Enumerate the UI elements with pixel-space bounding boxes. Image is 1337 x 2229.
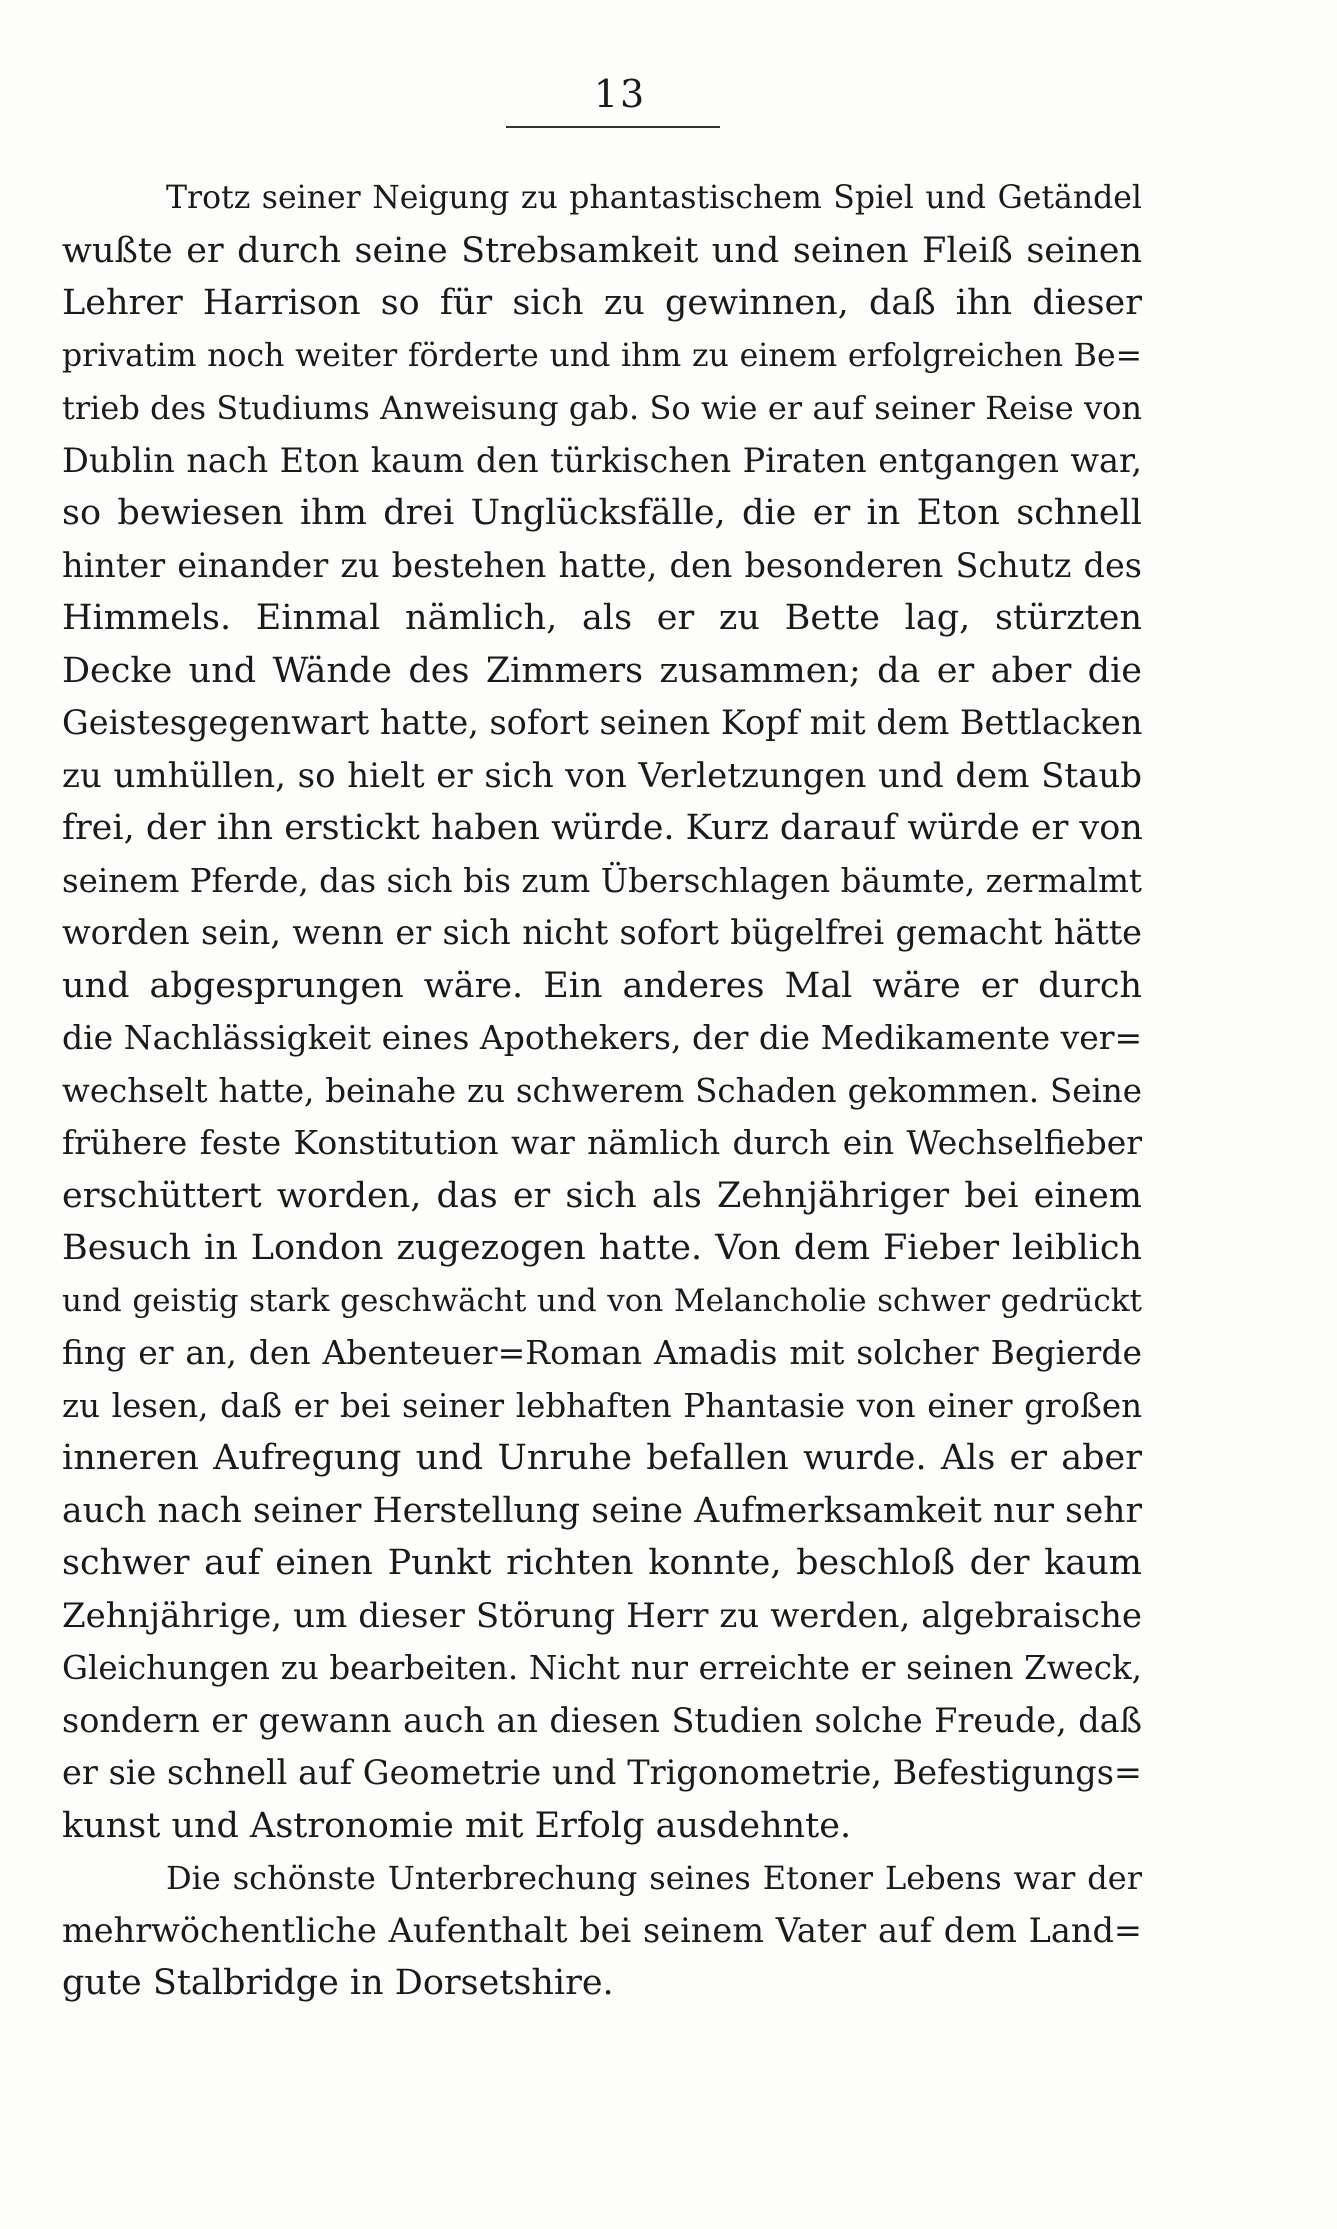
text-line: erschüttert worden, das er sich als Zehnjähriger bei einem — [62, 1175, 1142, 1216]
text-line: und abgesprungen wäre. Ein anderes Mal wäre er durch — [62, 965, 1142, 1006]
text-line: Die schönste Unterbrechung seines Etoner Lebens war der — [166, 1859, 1142, 1897]
text-line: die Nachlässigkeit eines Apothekers, der die Medikamente ver= — [62, 1018, 1143, 1057]
text-line: Zehnjährige, um dieser Störung Herr zu werden, algebraische — [62, 1595, 1142, 1636]
paragraph — [62, 1852, 1142, 2010]
text-line: worden sein, wenn er sich nicht sofort bügelfrei gemacht hätte — [62, 913, 1142, 952]
text-line: Trotz seiner Neigung zu phantastischem Spiel und Getändel — [166, 180, 1142, 216]
text-line: wechselt hatte, beinahe zu schwerem Schaden gekommen. Seine — [62, 1071, 1142, 1110]
text-line: inneren Aufregung und Unruhe befallen wurde. Als er aber — [62, 1438, 1142, 1478]
paragraph — [62, 172, 1142, 1852]
text-line: hinter einander zu bestehen hatte, den besonderen Schutz des — [62, 545, 1142, 585]
text-line: Lehrer Harrison so für sich zu gewinnen, daß ihn dieser — [62, 283, 1142, 323]
body-text — [62, 172, 1142, 2010]
text-line: er sie schnell auf Geometrie und Trigonometrie, Befestigungs= — [62, 1753, 1142, 1792]
text-line: Dublin nach Eton kaum den türkischen Piraten entgangen war, — [62, 440, 1142, 480]
text-line: zu umhüllen, so hielt er sich von Verletzungen und dem Staub — [62, 755, 1142, 796]
text-line: Gleichungen zu bearbeiten. Nicht nur erreichte er seinen Zweck, — [62, 1649, 1142, 1687]
text-line: kunst und Astronomie mit Erfolg ausdehnte. — [62, 1805, 852, 1846]
header-rule — [506, 126, 720, 128]
text-line: auch nach seiner Herstellung seine Aufmerksamkeit nur sehr — [62, 1490, 1142, 1531]
text-line: mehrwöchentliche Aufenthalt bei seinem Vater auf dem Land= — [62, 1910, 1142, 1950]
text-line: und geistig stark geschwächt und von Melancholie schwer gedrückt — [62, 1282, 1142, 1319]
text-line: Geistesgegenwart hatte, sofort seinen Kopf mit dem Bettlacken — [62, 703, 1143, 742]
text-line: zu lesen, daß er bei seiner lebhaften Phantasie von einer großen — [62, 1386, 1142, 1425]
text-line: sondern er gewann auch an diesen Studien solche Freude, daß — [62, 1700, 1142, 1740]
text-line: privatim noch weiter förderte und ihm zu einem erfolgreichen Be= — [62, 337, 1142, 374]
text-line: frei, der ihn erstickt haben würde. Kurz darauf würde er von — [62, 808, 1143, 848]
text-line: Decke und Wände des Zimmers zusammen; da er aber die — [62, 650, 1142, 691]
text-line: so bewiesen ihm drei Unglücksfälle, die er in Eton schnell — [62, 493, 1142, 533]
text-line: seinem Pferde, das sich bis zum Überschlagen bäumte, zermalmt — [62, 861, 1142, 900]
text-line: Besuch in London zugezogen hatte. Von dem Fieber leiblich — [62, 1228, 1142, 1268]
text-line: gute Stalbridge in Dorsetshire. — [62, 1963, 614, 2003]
text-line: Himmels. Einmal nämlich, als er zu Bette lag, stürzten — [62, 598, 1142, 638]
page-number: 13 — [593, 72, 647, 116]
text-line: wußte er durch seine Strebsamkeit und seinen Fleiß seinen — [62, 230, 1142, 271]
text-line: fing er an, den Abenteuer=Roman Amadis mit solcher Begierde — [62, 1333, 1142, 1372]
text-line: trieb des Studiums Anweisung gab. So wie er auf seiner Reise von — [62, 389, 1142, 427]
text-line: schwer auf einen Punkt richten konnte, beschloß der kaum — [62, 1543, 1142, 1583]
text-line: frühere feste Konstitution war nämlich durch ein Wechselfieber — [62, 1123, 1142, 1162]
